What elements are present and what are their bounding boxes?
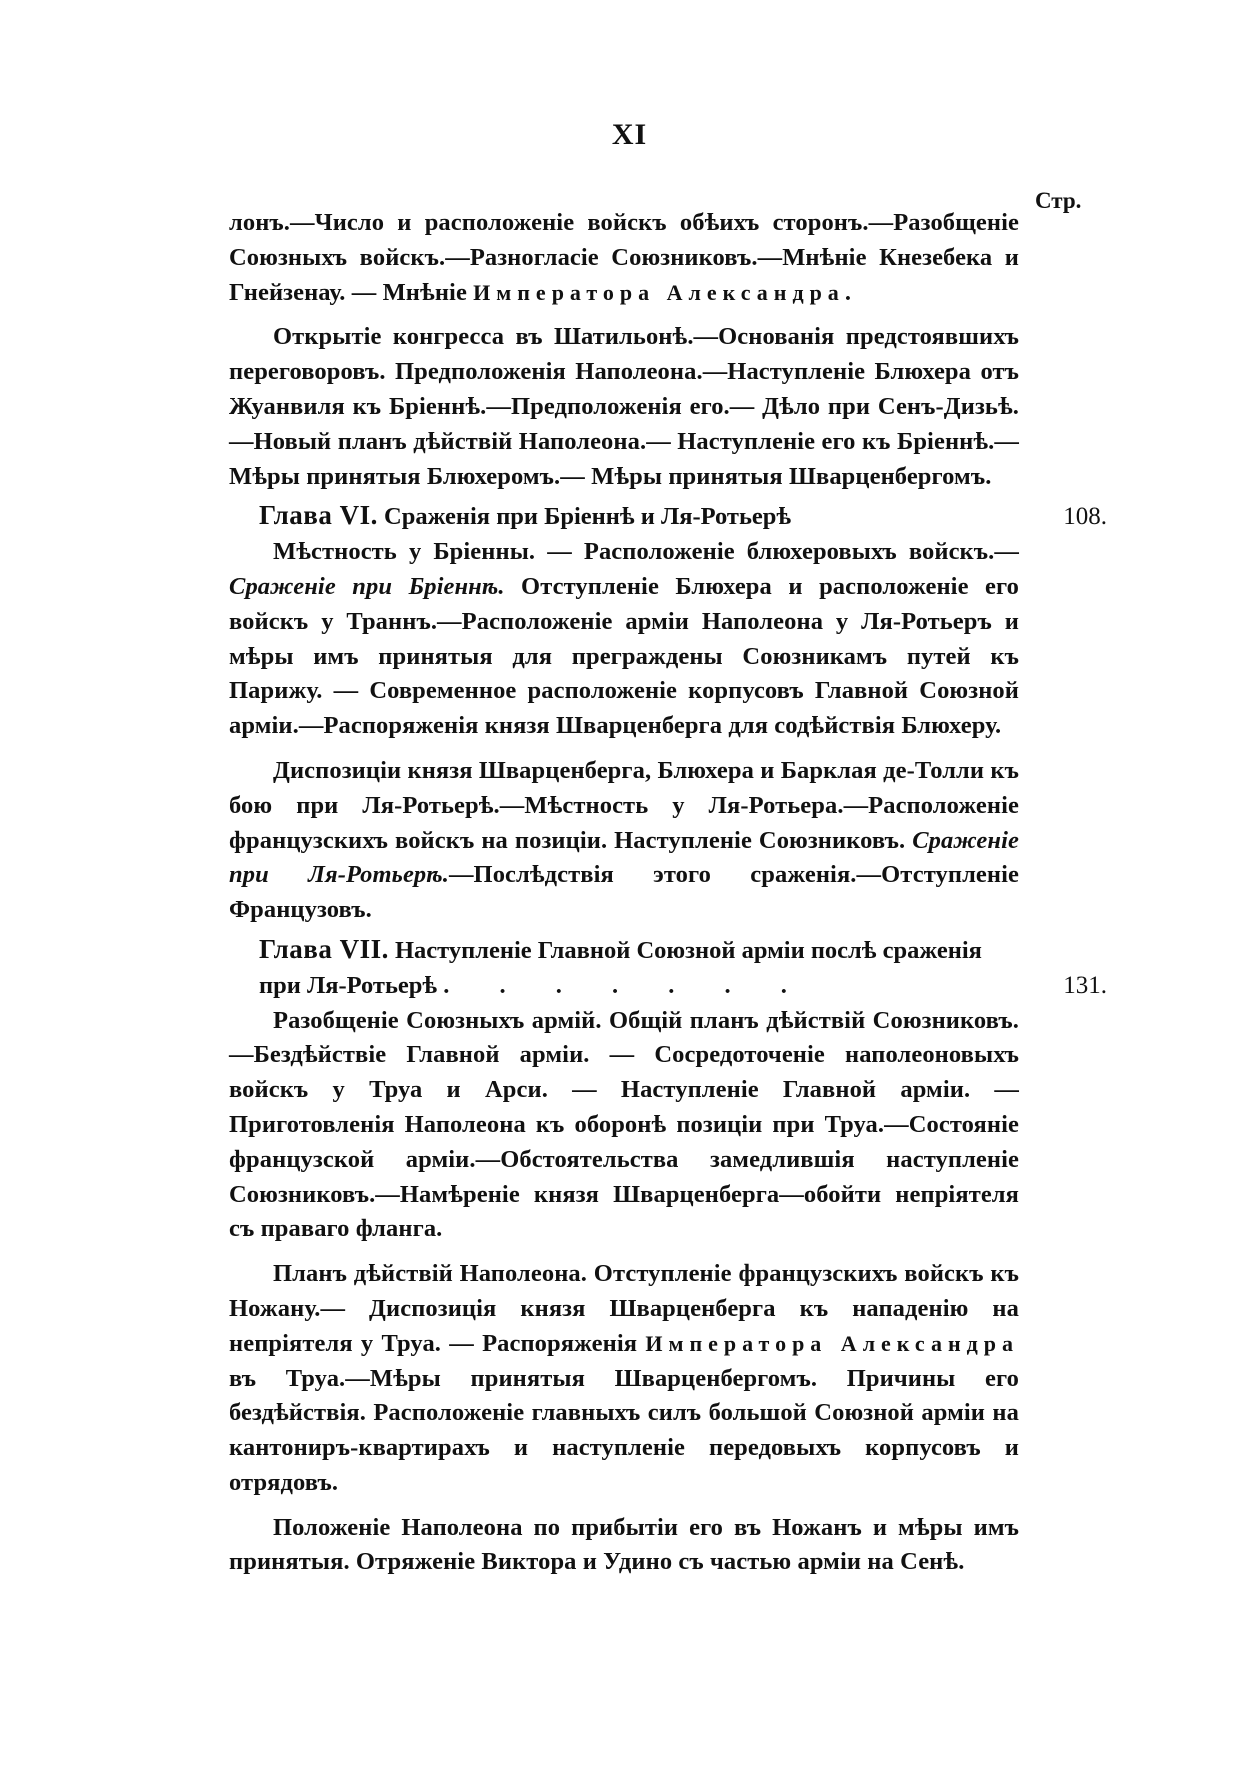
toc-text: Отступленіе Блюхера и расположеніе его войскъ у Траннъ.—Расположеніе арміи Наполеона у Ля-Ротьеръ и мѣры имъ принятыя для преграждены Союзникамъ путей къ Парижу. — Современное расположеніе корпусовъ Главной Союзной арміи.—Распоряженія князя Шварценберга для содѣйствія Блюхеру. bbox=[229, 572, 1019, 740]
toc-text: Планъ дѣйствій Наполеона. Отступленіе французскихъ войскъ къ Ножану.— Диспозиція князя Шварценберга къ нападенію на непріятеля у Труа. — Распоряженія bbox=[229, 1260, 1019, 1357]
toc-text: Диспозиціи князя Шварценберга, Блюхера и Барклая де-Толли къ бою при Ля-Ротьерѣ.—Мѣстность у Ля-Ротьера.—Расположеніе французскихъ войскъ на позиціи. Наступленіе Союзниковъ. bbox=[229, 756, 1019, 854]
chapter-label: Глава VI. bbox=[259, 500, 378, 531]
chapter-title: Наступленіе Главной Союзной арміи послѣ сраженія при Ля-Ротьерѣ bbox=[259, 936, 982, 999]
toc-text: . bbox=[844, 278, 852, 306]
leader-dots: . . . . . . . bbox=[443, 971, 809, 999]
toc-paragraph bbox=[229, 535, 1019, 744]
toc-text: въ Труа.—Мѣры принятыя Шварценбергомъ. Причины его бездѣйствія. Расположеніе главныхъ силъ большой Союзной арміи на кантониръ-квартирахъ и наступленіе передовыхъ корпусовъ и отрядовъ. bbox=[229, 1364, 1019, 1496]
toc-content bbox=[229, 206, 1107, 1580]
toc-text-spaced: Императора Александра bbox=[645, 1330, 1019, 1356]
toc-text: —Послѣдствія этого сраженія.—Отступленіе Французовъ. bbox=[229, 861, 1019, 924]
page-number: XI bbox=[611, 118, 648, 151]
chapter-heading-6 bbox=[229, 498, 1107, 535]
toc-text: лонъ.—Число и расположеніе войскъ обѣихъ сторонъ.—Разобщеніе Союзныхъ войскъ.—Разногласіе Союзниковъ.—Мнѣніе Кнезебека и Гнейзенау. — Мнѣніе bbox=[229, 209, 1019, 306]
toc-text-spaced: Императора Александра bbox=[473, 279, 845, 305]
toc-paragraph: Положеніе Наполеона по прибытіи его въ Ножанъ и мѣры имъ принятыя. Отряженіе Виктора и Удино съ частью арміи на Сенѣ. bbox=[229, 1513, 1019, 1576]
toc-paragraph: Разобщеніе Союзныхъ армій. Общій планъ дѣйствій Союзниковъ.—Бездѣйствіе Главной арміи. — Сосредоточеніе наполеоновыхъ войскъ у Труа и Арси. — Наступленіе Главной арміи. — Приготовленія Наполеона къ оборонѣ позиціи при Труа.—Состояніе французской арміи.—Обстоятельства замедлившія наступленіе Союзниковъ.—Намѣреніе князя Шварценберга—обойти непріятеля съ праваго фланга. bbox=[229, 1006, 1019, 1243]
chapter-label: Глава VII. bbox=[259, 933, 389, 964]
toc-text-italic: Сраженіе при Бріеннѣ. bbox=[229, 572, 505, 600]
toc-paragraph bbox=[229, 754, 1019, 928]
chapter-page-number: 108. bbox=[1063, 503, 1107, 531]
toc-paragraph: Открытіе конгресса въ Шатильонѣ.—Основанія предстоявшихъ переговоровъ. Предположенія Наполеона.—Наступленіе Блюхера отъ Жуанвиля къ Бріеннѣ.—Предположенія его.— Дѣло при Сенъ-Дизьѣ.—Новый планъ дѣйствій Наполеона.— Наступленіе его къ Бріеннѣ.—Мѣры принятыя Блюхеромъ.— Мѣры принятыя Шварценбергомъ. bbox=[229, 323, 1019, 490]
toc-text-italic: Сраженіе при Ля-Ротьерѣ. bbox=[229, 826, 1019, 889]
toc-paragraph bbox=[229, 1257, 1019, 1501]
toc-text: Мѣстность у Бріенны. — Расположеніе блюхеровыхъ войскъ.— bbox=[273, 538, 1019, 566]
chapter-page-number: 131. bbox=[1063, 971, 1107, 999]
toc-paragraph bbox=[229, 206, 1019, 310]
page-column-label: Стр. bbox=[1035, 188, 1082, 213]
chapter-title: Сраженія при Бріеннѣ и Ля-Ротьерѣ bbox=[384, 503, 792, 531]
chapter-heading-7 bbox=[229, 932, 1107, 1004]
